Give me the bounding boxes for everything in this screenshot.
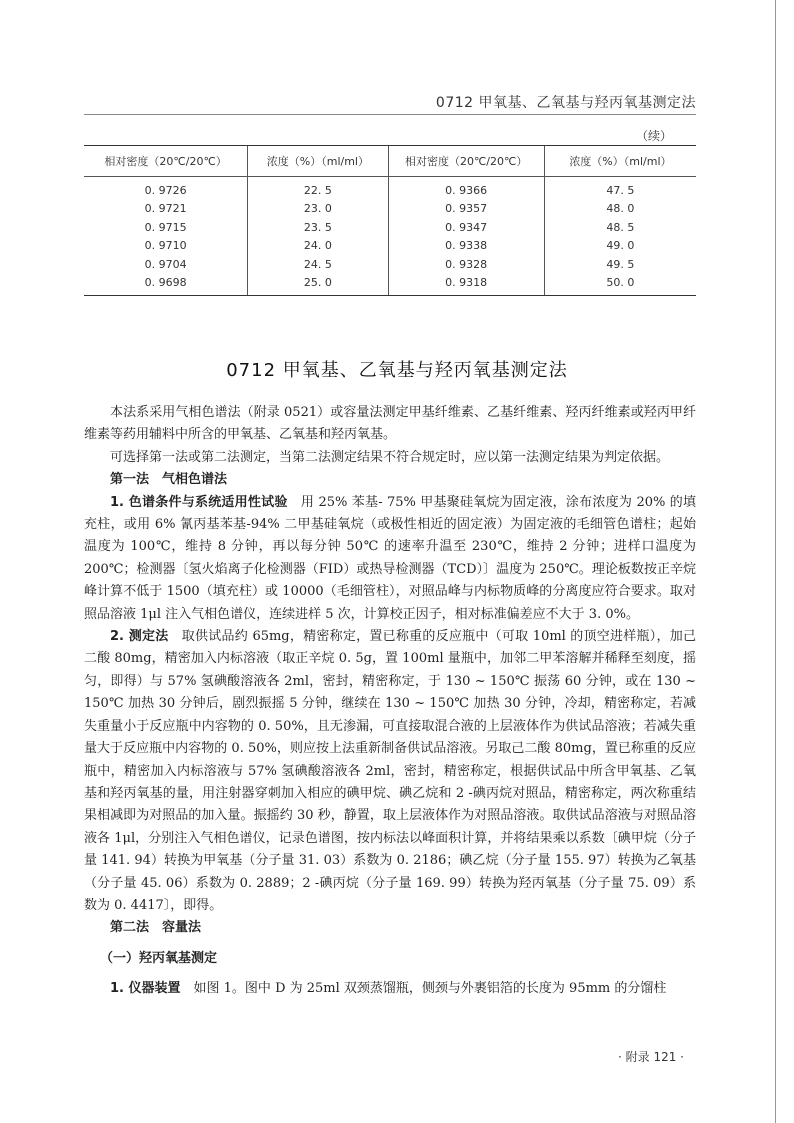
table-cell: 0. 9721: [144, 202, 187, 216]
chromatography-conditions-paragraph: [84, 492, 696, 626]
table-cell: 0. 9357: [388, 200, 544, 219]
selection-paragraph: 可选择第一法或第二法测定，当第二法测定结果不符合规定时，应以第一法测定结果为判定依据。: [110, 449, 670, 465]
table-cell: 0. 9704: [144, 257, 187, 271]
table-row: [84, 237, 696, 256]
subsection-heading: 2. 测定法: [110, 629, 169, 645]
method-two-heading: 第二法 容量法: [110, 920, 202, 936]
table-cell: 48. 5: [544, 218, 696, 237]
col-header: 浓度（%）（ml/ml）: [544, 146, 696, 177]
table-cell: 25. 0: [248, 274, 388, 296]
table-cell: 0. 9710: [144, 239, 187, 253]
table-row: [84, 177, 696, 200]
table-row: [84, 255, 696, 274]
table-row: [84, 218, 696, 237]
hydroxypropoxy-heading: （一）羟丙氧基测定: [100, 950, 218, 966]
table-cell: 0. 9698: [84, 274, 248, 296]
intro-paragraph: 本法系采用气相色谱法（附录 0521）或容量法测定甲基纤维素、乙基纤维素、羟丙纤维素或羟丙甲纤维素等药用辅料中所含的甲氧基、乙氧基和羟丙氧基。: [84, 405, 696, 443]
section-title: 0712 甲氧基、乙氧基与羟丙氧基测定法: [226, 360, 568, 381]
table-cell: 0. 9318: [388, 274, 544, 296]
page-edge-line: [775, 0, 776, 1123]
method-one-heading: 第一法 气相色谱法: [110, 472, 228, 488]
table-cell: 0. 9726: [144, 183, 187, 197]
table-cell: 0. 9328: [388, 255, 544, 274]
table-cell: 50. 0: [544, 274, 696, 296]
col-header: 相对密度（20℃/20℃）: [388, 146, 544, 177]
subsection-heading: 1. 仪器装置: [110, 981, 181, 997]
density-table: [84, 145, 696, 296]
continued-label: （续）: [635, 129, 672, 143]
table-cell: 23. 0: [248, 200, 388, 219]
table-cell: 0. 9338: [388, 237, 544, 256]
subsection-heading: 1. 色谱条件与系统适用性试验: [110, 494, 288, 510]
body-text: [84, 402, 696, 1001]
running-head: 0712 甲氧基、乙氧基与羟丙氧基测定法: [435, 95, 696, 111]
table-cell: 48. 0: [544, 200, 696, 219]
paragraph-body: 如图 1。图中 D 为 25ml 双颈蒸馏瓶，侧颈与外裹铝箔的长度为 95mm 的分馏柱: [193, 981, 667, 997]
table-row: [84, 274, 696, 296]
table-cell: 0. 9347: [388, 218, 544, 237]
table-cell: 22. 5: [248, 177, 388, 200]
table-cell: 47. 5: [544, 177, 696, 200]
col-header: 浓度（%）（ml/ml）: [248, 146, 388, 177]
page-number: · 附录 121 ·: [618, 1050, 684, 1064]
paragraph-body: 取供试品约 65mg，精密称定，置已称重的反应瓶中（可取 10ml 的顶空进样瓶），加己二酸 80mg，精密加入内标溶液（取正辛烷 0. 5g，置 100ml 量瓶中，加邻二甲苯溶解并稀释至刻度，摇匀，即得）与 57% 氢碘酸溶液各 2ml，密封，精密称定，于 130 ~ 150℃ 振荡 60 分钟，或在 130 ~ 150℃ 加热 30 分钟后，剧烈振摇 5 分钟，继续在 130 ~ 150℃ 加热 30 分钟，冷却，精密称定，若减失重量小于反应瓶中内容物的 0. 50%，且无渗漏，可直接取混合液的上层液体作为供试品溶液；若减失重量大于反应瓶中内容物的 0. 50%，则应按上法重新制备供试品溶液。另取己二酸 80mg，置已称重的反应瓶中，精密加入内标溶液与 57% 氢碘酸溶液各 2ml，密封，精密称定，根据供试品中所含甲氧基、乙氧基和羟丙氧基的量，用注射器穿刺加入相应的碘甲烷、碘乙烷和 2 -碘丙烷对照品，精密称定，两次称重结果相减即为对照品的加入量。振摇约 30 秒，静置，取上层液体作为对照品溶液。取供试品溶液与对照品溶液各 1μl，分别注入气相色谱仪，记录色谱图，按内标法以峰面积计算，并将结果乘以系数〔碘甲烷（分子量 141. 94）转换为甲氧基（分子量 31. 03）系数为 0. 2186；碘乙烷（分子量 155. 97）转换为乙氧基（分子量 45. 06）系数为 0. 2889；2 -碘丙烷（分子量 169. 99）转换为羟丙氧基（分子量 75. 09）系数为 0. 4417〕，即得。: [84, 629, 696, 913]
table-cell: 49. 5: [544, 255, 696, 274]
table-cell: 49. 0: [544, 237, 696, 256]
paragraph-body: 用 25% 苯基- 75% 甲基聚硅氧烷为固定液，涂布浓度为 20% 的填充柱，或用 6% 氰丙基苯基-94% 二甲基硅氧烷（或极性相近的固定液）为固定液的毛细管色谱柱；起始温度为 100℃，维持 8 分钟，再以每分钟 50℃ 的速率升温至 230℃，维持 2 分钟；进样口温度为 200℃；检测器〔氢火焰离子化检测器（FID）或热导检测器（TCD）〕温度为 250℃。理论板数按正辛烷峰计算不低于 1500（填充柱）或 10000（毛细管柱），对照品峰与内标物质峰的分离度应符合要求。取对照品溶液 1μl 注入气相色谱仪，连续进样 5 次，计算校正因子，相对标准偏差应不大于 3. 0%。: [84, 494, 696, 622]
table-cell: 0. 9366: [388, 177, 544, 200]
procedure-paragraph: [84, 626, 696, 917]
apparatus-paragraph: [84, 978, 696, 1000]
table-row: [84, 200, 696, 219]
table-cell: 24. 5: [248, 255, 388, 274]
table-cell: 24. 0: [248, 237, 388, 256]
col-header: 相对密度（20℃/20℃）: [84, 146, 248, 177]
table-cell: 0. 9715: [144, 220, 187, 234]
table-cell: 23. 5: [248, 218, 388, 237]
header-rule: [84, 114, 696, 115]
table-header-row: [84, 146, 696, 177]
